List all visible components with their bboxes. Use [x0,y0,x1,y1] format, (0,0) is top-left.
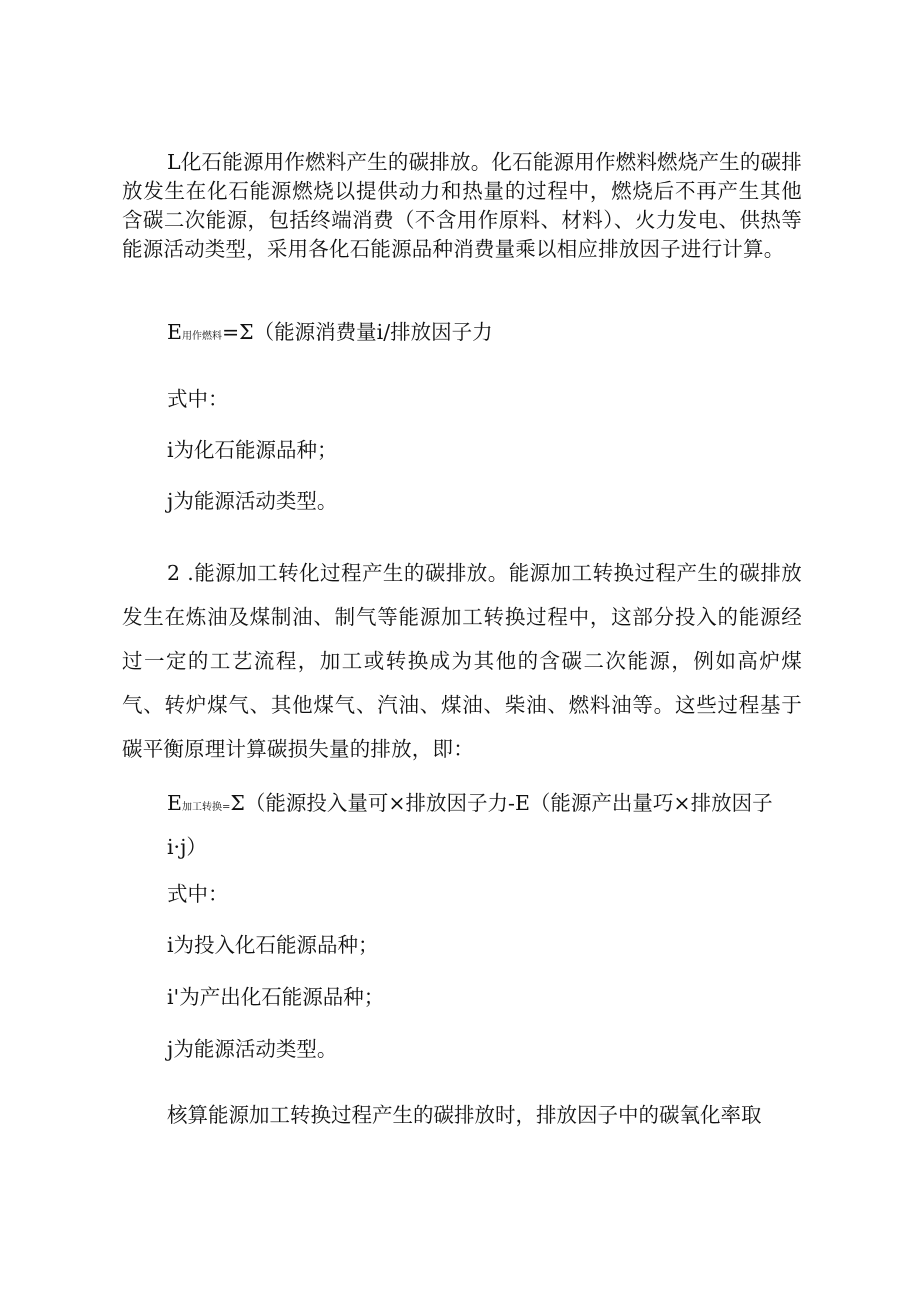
formula-continuation: i·j） [167,835,207,859]
formula-rhs: =Σ（能源消费量i/排放因子力 [221,320,493,344]
definition-line: j为能源活动类型。 [167,1037,338,1061]
paragraph-carbon-oxidation: 核算能源加工转换过程产生的碳排放时，排放因子中的碳氧化率取 [167,1103,762,1127]
formula-subscript: 加工转换= [181,802,231,813]
where-label: 式中： [167,387,229,411]
formula-energy-conversion [167,789,773,822]
formula-lhs: E [167,791,182,815]
definition-line: i为化石能源品种； [167,438,338,462]
formula-rhs: Σ（能源投入量可×排放因子力-E（能源产出量巧×排放因子 [230,791,773,815]
paragraph-energy-conversion: 2 .能源加工转化过程产生的碳排放。能源加工转换过程产生的碳排放发生在炼油及煤制油、制气等能源加工转换过程中，这部分投入的能源经过一定的工艺流程，加工或转换成为其他的含碳二次能源，例如高炉煤气、转炉煤气、其他煤气、汽油、煤油、柴油、燃料油等。这些过程基于碳平衡原理计算碳损失量的排放，即： [122,561,802,761]
formula-fuel-combustion [167,318,493,351]
definition-line: j为能源活动类型。 [167,489,338,513]
formula-subscript: 用作燃料 [181,331,222,342]
where-label: 式中： [167,882,229,906]
definition-line: i为投入化石能源品种； [167,933,379,957]
paragraph-fuel-combustion: L化石能源用作燃料产生的碳排放。化石能源用作燃料燃烧产生的碳排放发生在化石能源燃烧以提供动力和热量的过程中，燃烧后不再产生其他含碳二次能源，包括终端消费（不含用作原料、材料）、火力发电、供热等能源活动类型，采用各化石能源品种消费量乘以相应排放因子进行计算。 [122,150,802,261]
definition-line: i'为产出化石能源品种； [167,985,385,1009]
formula-lhs: E [167,320,182,344]
